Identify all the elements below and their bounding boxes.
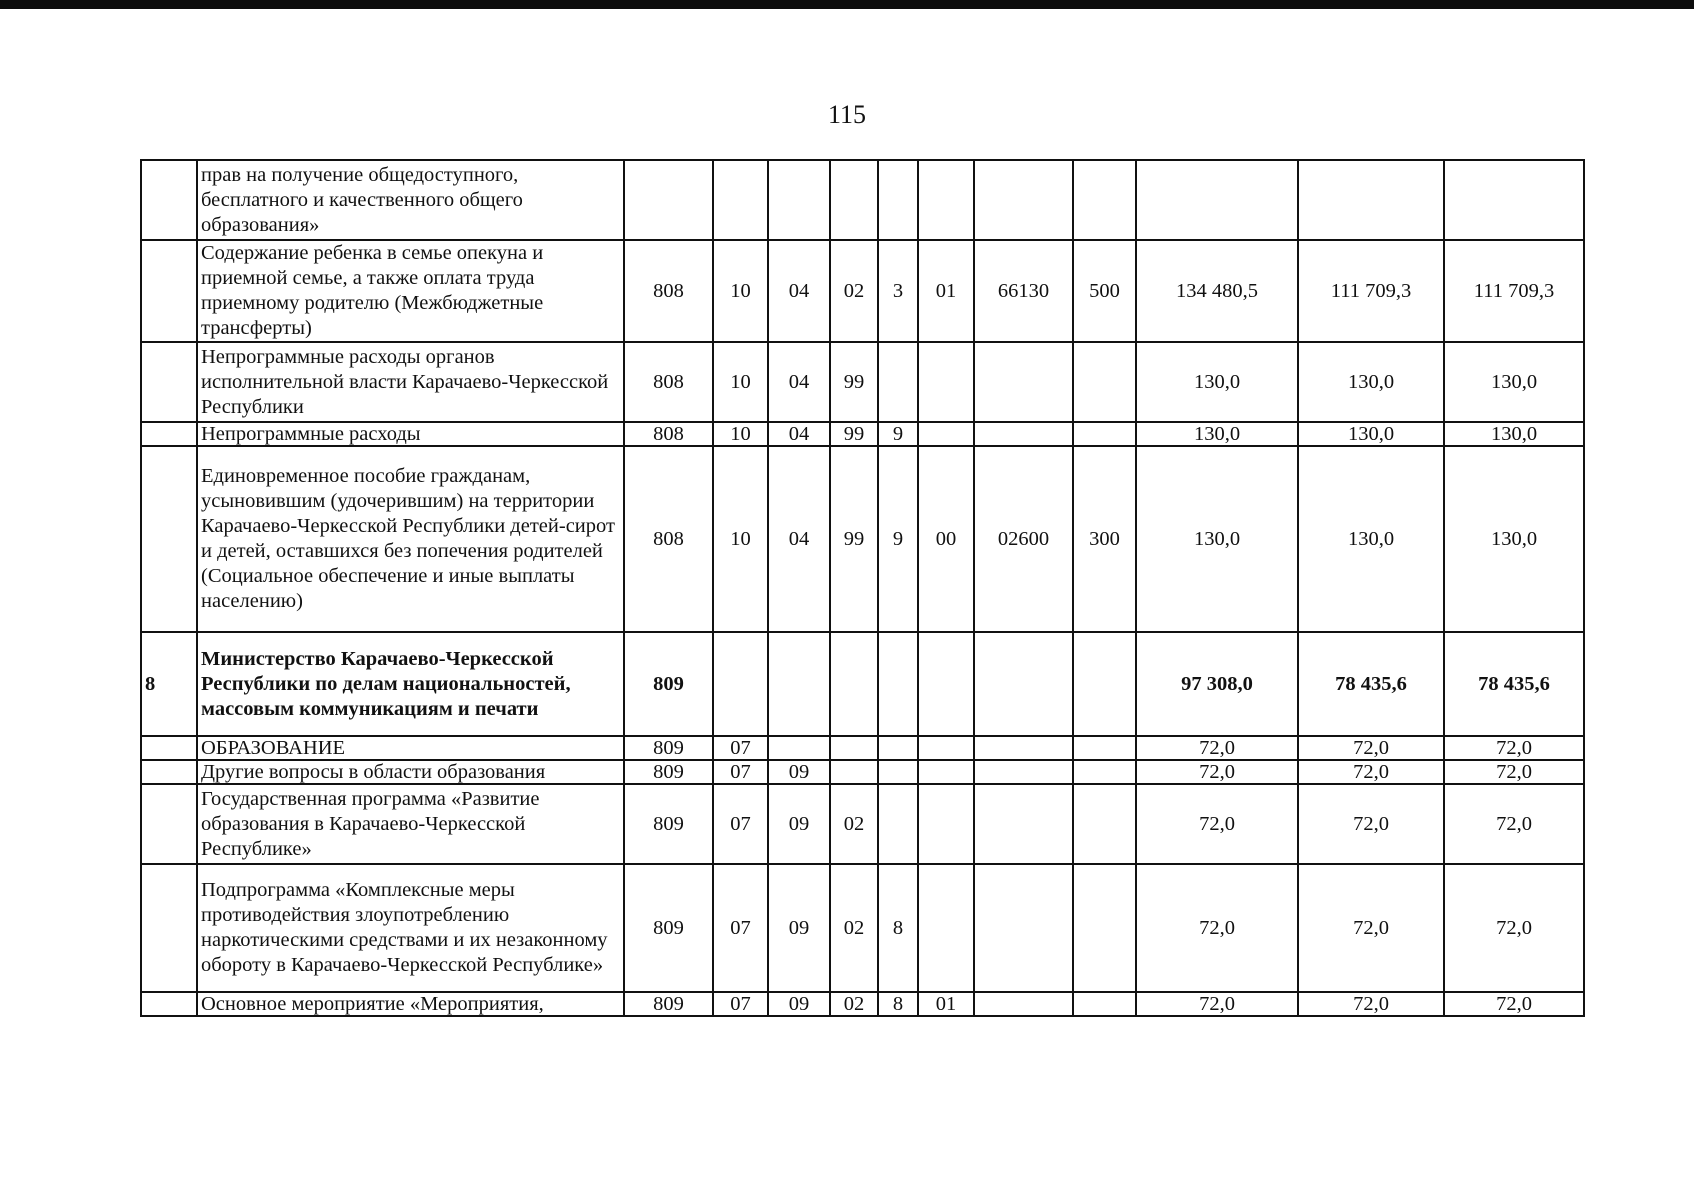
subsection-code-cell: 09: [768, 864, 830, 992]
expense-type-cell: [1073, 632, 1136, 736]
amount-year-2-cell: 72,0: [1298, 864, 1444, 992]
ministry-code-cell: 809: [624, 992, 713, 1016]
section-code-cell: 07: [713, 864, 768, 992]
row-number-cell: [141, 240, 197, 342]
direction-code-cell: [974, 760, 1073, 784]
subprogram-code-cell: [878, 760, 918, 784]
subsection-code-cell: 09: [768, 784, 830, 864]
subprogram-code-cell: 8: [878, 864, 918, 992]
program-code-cell: [830, 632, 878, 736]
amount-year-3-cell: 78 435,6: [1444, 632, 1584, 736]
scan-top-border: [0, 0, 1694, 9]
subprogram-code-cell: [878, 160, 918, 240]
expense-type-cell: [1073, 760, 1136, 784]
amount-year-1-cell: [1136, 160, 1298, 240]
section-code-cell: 10: [713, 240, 768, 342]
expense-type-cell: [1073, 422, 1136, 446]
amount-year-1-cell: 72,0: [1136, 784, 1298, 864]
ministry-code-cell: 809: [624, 632, 713, 736]
amount-year-1-cell: 130,0: [1136, 446, 1298, 632]
amount-year-1-cell: 130,0: [1136, 342, 1298, 422]
subsection-code-cell: [768, 736, 830, 760]
amount-year-1-cell: 134 480,5: [1136, 240, 1298, 342]
table-row: [141, 864, 1584, 992]
section-code-cell: 10: [713, 446, 768, 632]
amount-year-3-cell: 72,0: [1444, 736, 1584, 760]
ministry-code-cell: [624, 160, 713, 240]
item-name-cell: Содержание ребенка в семье опекуна и приемной семье, а также оплата труда приемному родителю (Межбюджетные трансферты): [197, 240, 624, 342]
amount-year-1-cell: 72,0: [1136, 864, 1298, 992]
ministry-code-cell: 808: [624, 446, 713, 632]
subsection-code-cell: 04: [768, 422, 830, 446]
measure-code-cell: [918, 422, 974, 446]
ministry-code-cell: 808: [624, 422, 713, 446]
item-name-cell: Другие вопросы в области образования: [197, 760, 624, 784]
amount-year-1-cell: 72,0: [1136, 760, 1298, 784]
program-code-cell: [830, 760, 878, 784]
row-number-cell: [141, 422, 197, 446]
subprogram-code-cell: 3: [878, 240, 918, 342]
expense-type-cell: [1073, 160, 1136, 240]
ministry-code-cell: 809: [624, 736, 713, 760]
expense-type-cell: [1073, 342, 1136, 422]
measure-code-cell: [918, 864, 974, 992]
measure-code-cell: [918, 632, 974, 736]
direction-code-cell: [974, 992, 1073, 1016]
amount-year-2-cell: 72,0: [1298, 992, 1444, 1016]
subsection-code-cell: 04: [768, 240, 830, 342]
subprogram-code-cell: [878, 784, 918, 864]
expense-type-cell: [1073, 736, 1136, 760]
amount-year-1-cell: 130,0: [1136, 422, 1298, 446]
measure-code-cell: 00: [918, 446, 974, 632]
row-number-cell: [141, 784, 197, 864]
amount-year-3-cell: 130,0: [1444, 446, 1584, 632]
subsection-code-cell: [768, 632, 830, 736]
section-code-cell: 10: [713, 342, 768, 422]
ministry-code-cell: 808: [624, 240, 713, 342]
amount-year-1-cell: 97 308,0: [1136, 632, 1298, 736]
section-code-cell: [713, 160, 768, 240]
ministry-code-cell: 808: [624, 342, 713, 422]
direction-code-cell: [974, 784, 1073, 864]
amount-year-2-cell: [1298, 160, 1444, 240]
subprogram-code-cell: [878, 632, 918, 736]
row-number-cell: [141, 864, 197, 992]
measure-code-cell: [918, 736, 974, 760]
item-name-cell: Государственная программа «Развитие образования в Карачаево-Черкесской Республике»: [197, 784, 624, 864]
direction-code-cell: [974, 632, 1073, 736]
direction-code-cell: [974, 160, 1073, 240]
amount-year-1-cell: 72,0: [1136, 992, 1298, 1016]
direction-code-cell: 66130: [974, 240, 1073, 342]
amount-year-2-cell: 72,0: [1298, 760, 1444, 784]
expense-type-cell: [1073, 992, 1136, 1016]
section-code-cell: 07: [713, 784, 768, 864]
program-code-cell: 99: [830, 342, 878, 422]
subprogram-code-cell: [878, 342, 918, 422]
program-code-cell: 02: [830, 864, 878, 992]
item-name-cell: Министерство Карачаево-Черкесской Республики по делам национальностей, массовым коммуникациям и печати: [197, 632, 624, 736]
measure-code-cell: 01: [918, 992, 974, 1016]
table-row: [141, 240, 1584, 342]
amount-year-2-cell: 72,0: [1298, 784, 1444, 864]
row-number-cell: 8: [141, 632, 197, 736]
table-row: [141, 446, 1584, 632]
item-name-cell: Непрограммные расходы органов исполнительной власти Карачаево-Черкесской Республики: [197, 342, 624, 422]
budget-table: [140, 159, 1585, 1017]
table-row: [141, 784, 1584, 864]
measure-code-cell: [918, 342, 974, 422]
amount-year-3-cell: 72,0: [1444, 760, 1584, 784]
table-row: [141, 342, 1584, 422]
section-code-cell: [713, 632, 768, 736]
amount-year-3-cell: 130,0: [1444, 422, 1584, 446]
ministry-code-cell: 809: [624, 864, 713, 992]
section-code-cell: 07: [713, 992, 768, 1016]
measure-code-cell: [918, 784, 974, 864]
item-name-cell: прав на получение общедоступного, бесплатного и качественного общего образования»: [197, 160, 624, 240]
subsection-code-cell: 04: [768, 446, 830, 632]
direction-code-cell: [974, 342, 1073, 422]
table-row: [141, 632, 1584, 736]
measure-code-cell: [918, 760, 974, 784]
section-code-cell: 07: [713, 760, 768, 784]
expense-type-cell: [1073, 784, 1136, 864]
table-body: [141, 160, 1584, 1016]
expense-type-cell: 300: [1073, 446, 1136, 632]
subprogram-code-cell: 9: [878, 446, 918, 632]
subprogram-code-cell: 9: [878, 422, 918, 446]
item-name-cell: Основное мероприятие «Мероприятия,: [197, 992, 624, 1016]
amount-year-3-cell: 72,0: [1444, 784, 1584, 864]
ministry-code-cell: 809: [624, 784, 713, 864]
direction-code-cell: [974, 864, 1073, 992]
table-row: [141, 760, 1584, 784]
row-number-cell: [141, 760, 197, 784]
row-number-cell: [141, 160, 197, 240]
amount-year-2-cell: 78 435,6: [1298, 632, 1444, 736]
program-code-cell: 02: [830, 784, 878, 864]
table-row: [141, 736, 1584, 760]
direction-code-cell: 02600: [974, 446, 1073, 632]
program-code-cell: 99: [830, 422, 878, 446]
measure-code-cell: [918, 160, 974, 240]
item-name-cell: ОБРАЗОВАНИЕ: [197, 736, 624, 760]
subprogram-code-cell: [878, 736, 918, 760]
row-number-cell: [141, 736, 197, 760]
subprogram-code-cell: 8: [878, 992, 918, 1016]
amount-year-2-cell: 72,0: [1298, 736, 1444, 760]
program-code-cell: 02: [830, 992, 878, 1016]
row-number-cell: [141, 992, 197, 1016]
amount-year-1-cell: 72,0: [1136, 736, 1298, 760]
program-code-cell: 02: [830, 240, 878, 342]
page-number: 115: [827, 100, 867, 129]
direction-code-cell: [974, 422, 1073, 446]
amount-year-3-cell: 72,0: [1444, 864, 1584, 992]
table-row: [141, 992, 1584, 1016]
subsection-code-cell: 04: [768, 342, 830, 422]
program-code-cell: 99: [830, 446, 878, 632]
expense-type-cell: [1073, 864, 1136, 992]
program-code-cell: [830, 736, 878, 760]
measure-code-cell: 01: [918, 240, 974, 342]
row-number-cell: [141, 446, 197, 632]
item-name-cell: Непрограммные расходы: [197, 422, 624, 446]
subsection-code-cell: 09: [768, 760, 830, 784]
table-row: [141, 422, 1584, 446]
item-name-cell: Единовременное пособие гражданам, усыновившим (удочерившим) на территории Карачаево-Черкесской Республики детей-сирот и детей, оставшихся без попечения родителей (Социальное обеспечение и иные выплаты населению): [197, 446, 624, 632]
amount-year-3-cell: [1444, 160, 1584, 240]
amount-year-3-cell: 130,0: [1444, 342, 1584, 422]
item-name-cell: Подпрограмма «Комплексные меры противодействия злоупотреблению наркотическими средствами и их незаконному обороту в Карачаево-Черкесской Республике»: [197, 864, 624, 992]
expense-type-cell: 500: [1073, 240, 1136, 342]
amount-year-2-cell: 130,0: [1298, 446, 1444, 632]
amount-year-3-cell: 72,0: [1444, 992, 1584, 1016]
row-number-cell: [141, 342, 197, 422]
amount-year-2-cell: 130,0: [1298, 342, 1444, 422]
ministry-code-cell: 809: [624, 760, 713, 784]
direction-code-cell: [974, 736, 1073, 760]
table-row: [141, 160, 1584, 240]
amount-year-2-cell: 111 709,3: [1298, 240, 1444, 342]
subsection-code-cell: 09: [768, 992, 830, 1016]
program-code-cell: [830, 160, 878, 240]
subsection-code-cell: [768, 160, 830, 240]
section-code-cell: 07: [713, 736, 768, 760]
amount-year-2-cell: 130,0: [1298, 422, 1444, 446]
amount-year-3-cell: 111 709,3: [1444, 240, 1584, 342]
section-code-cell: 10: [713, 422, 768, 446]
